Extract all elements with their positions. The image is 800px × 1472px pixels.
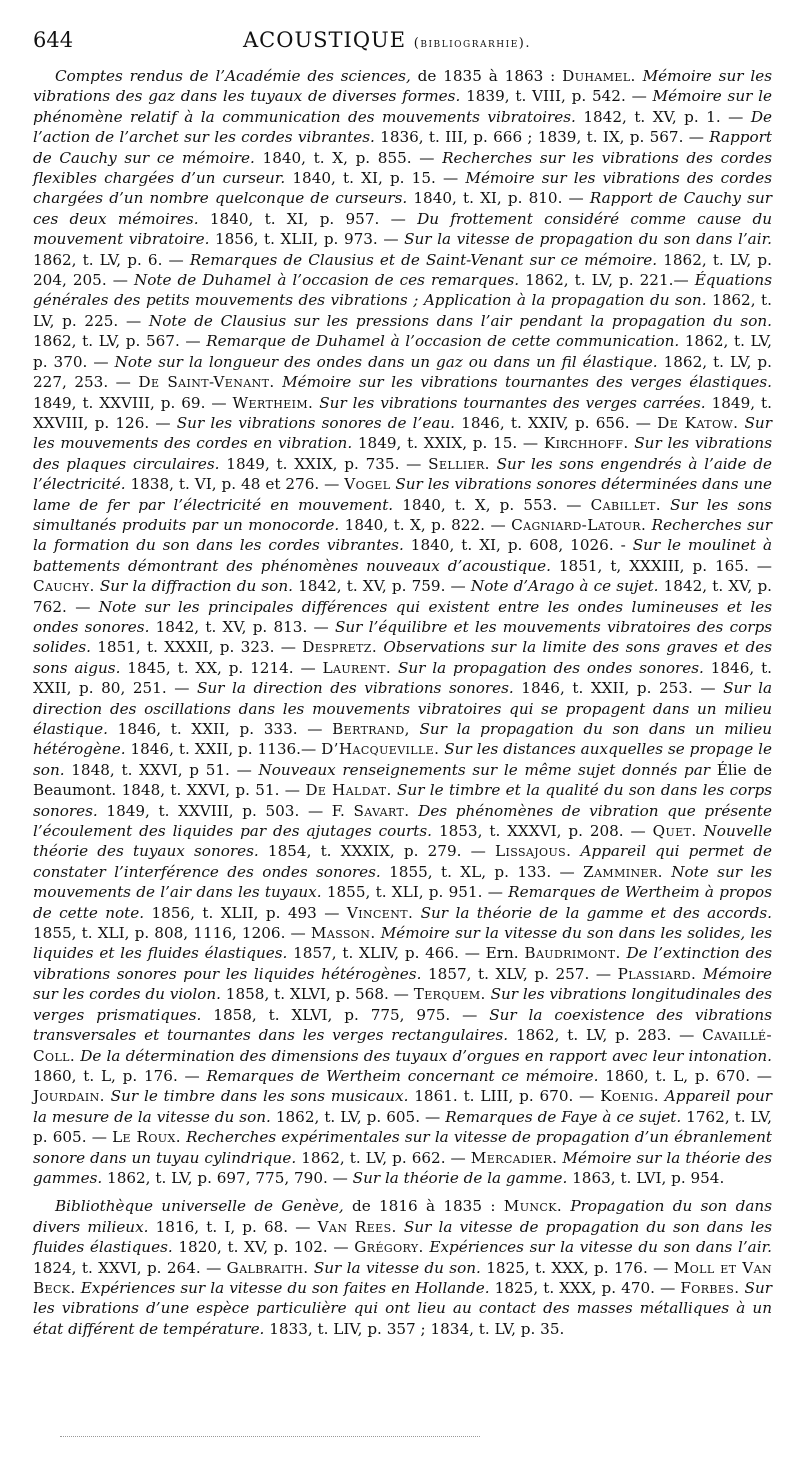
work-title: Sur la vitesse du son.: [308, 1258, 481, 1277]
work-title: Du frottement considéré comme cause du mouvement vibratoire.: [33, 209, 772, 249]
work-title: Appareil pour la mesure de la vitesse du son.: [33, 1087, 772, 1126]
citation-text: 1846, t. XXIV, p. 656. —: [454, 413, 658, 432]
citation-text: 1849, t. XXIX, p. 735. —: [219, 454, 429, 473]
author-name: Plassiard.: [617, 964, 697, 983]
citation-text: 1862, t. LV, p. 227, 253. —: [33, 352, 772, 392]
work-title: Note sur les mouvements de l’air dans les tuyaux.: [33, 862, 773, 902]
author-name: Van Rees.: [317, 1217, 397, 1236]
citation-text: 1862, t. LV, p. 221.—: [519, 271, 695, 290]
author-name: Munck.: [503, 1197, 563, 1216]
footer-rule: [60, 1436, 480, 1437]
citation-text: 1846, t. XXII, p. 80, 251. —: [33, 658, 773, 698]
work-title: Note sur les principales différences qui existent entre les ondes lumineuses et les ondes sonores.: [33, 597, 772, 636]
citation-text: 1842, t. XV, p. 762. —: [33, 577, 772, 616]
author-name: Quet.: [652, 822, 697, 841]
work-title: Mémoire sur le phénomène relatif à la communication des mouvements vibratoires.: [33, 87, 772, 126]
work-title: Sur les vibrations sonores de l’eau.: [176, 413, 455, 432]
citation-text: de 1816 à 1835 :: [343, 1197, 504, 1216]
work-title: Note sur la longueur des ondes dans un gaz ou dans un fil élastique.: [114, 352, 658, 371]
citation-text: 1839, t. VIII, p. 542. —: [460, 87, 653, 106]
citation-text: 1840, t. X, p. 553. —: [393, 495, 591, 514]
work-title: Remarques de Wertheim concernant ce mémoire.: [206, 1066, 599, 1085]
work-title: Bibliothèque universelle de Genève,: [55, 1197, 344, 1216]
citation-text: 1857, t. XLIV, p. 466. — Ern.: [287, 944, 525, 963]
author-name: Cauchy.: [33, 577, 95, 596]
citation-text: 1846, t. XXII, p. 253. —: [513, 679, 724, 698]
work-title: Remarques de Faye à ce sujet.: [445, 1107, 682, 1126]
author-name: Moll et Van Beck.: [33, 1258, 772, 1297]
author-name: Le Roux.: [112, 1128, 181, 1147]
author-name: Cagniard-Latour.: [511, 515, 647, 534]
citation-text: 1853, t. XXXVI, p. 208. —: [432, 822, 653, 841]
citation-text: 1816, t. I, p. 68. —: [148, 1217, 318, 1236]
author-name: Cavaillé-Coll.: [33, 1026, 772, 1065]
work-title: Note de Duhamel à l’occasion de ces remarques.: [133, 271, 520, 290]
work-title: Mémoire sur les vibrations des gaz dans les tuyaux de diverses formes.: [33, 67, 772, 106]
author-name: Laurent.: [322, 658, 392, 677]
citation-text: 1836, t. III, p. 666 ; 1839, t. IX, p. 567. —: [374, 128, 710, 147]
author-name: Savart.: [353, 801, 410, 820]
author-name: Forbes.: [680, 1278, 740, 1297]
author-name: Vogel: [344, 475, 391, 494]
citation-text: 1846, t. XXII, p. 1136.—: [125, 740, 322, 759]
citation-text: 1862, t. LV, p. 370. —: [33, 332, 772, 371]
citation-text: 1824, t. XXVI, p. 264. —: [33, 1258, 227, 1277]
running-title: [243, 28, 531, 52]
citation-text: 1820, t. XV, p. 102. —: [172, 1238, 355, 1257]
citation-text: 1855, t. XLI, p. 808, 1116, 1206. —: [33, 924, 311, 943]
author-name: Koenig.: [600, 1087, 659, 1106]
citation-text: 1840, t. XI, p. 810. —: [407, 189, 590, 208]
citation-text: 1762, t. LV, p. 605. —: [33, 1107, 772, 1147]
author-name: Vincent.: [346, 903, 414, 922]
author-name: Zamminer.: [583, 862, 663, 881]
author-name: De Haldat.: [305, 781, 392, 800]
work-title: Sur le timbre et la qualité du son dans les corps sonores.: [33, 781, 773, 820]
citation-text: 1862, t. LV, p. 283. —: [508, 1026, 703, 1045]
work-title: Mémoire sur les cordes du violon.: [33, 964, 772, 1004]
citation-text: 1860, t. L, p. 176. —: [33, 1066, 207, 1085]
work-title: Rapport de Cauchy sur ces deux mémoires.: [33, 189, 772, 228]
citation-text: 1862, t. LV, p. 605. —: [270, 1107, 446, 1126]
author-name: De Saint-Venant.: [138, 373, 275, 392]
citation-text: 1842, t. XV, p. 1. —: [575, 107, 751, 126]
citation-text: 1855, t. XLI, p. 951. —: [321, 883, 509, 902]
running-title-main: ACOUSTIQUE: [243, 28, 407, 52]
citation-text: 1833, t. LIV, p. 357 ; 1834, t. LV, p. 35.: [264, 1319, 565, 1338]
bibliography-paragraph-bibliotheque-geneve: [33, 1196, 772, 1339]
work-title: Expériences sur la vitesse du son dans l’air.: [423, 1238, 772, 1257]
author-name: Jourdain.: [33, 1087, 105, 1106]
author-name: Duhamel.: [562, 67, 636, 85]
work-title: Sur la diffraction du son.: [94, 577, 293, 596]
citation-text: 1862, t. LV, p. 204, 205. —: [33, 250, 772, 290]
work-title: Sur l’équilibre et les mouvements vibratoires des corps solides.: [33, 617, 772, 657]
citation-text: 1846, t. XXII, p. 333. —: [107, 720, 333, 738]
citation-text: 1851, t, XXXIII, p. 165. —: [550, 556, 772, 575]
work-title: Remarque de Duhamel à l’occasion de cette communication.: [206, 332, 680, 351]
work-title: Propagation du son dans divers milieux.: [33, 1197, 772, 1236]
work-title: Sur les sons simultanés produits par un monocorde.: [33, 495, 772, 534]
work-title: Sur les vibrations longitudinales des verges prismatiques.: [33, 985, 772, 1024]
author-name: Wertheim.: [232, 393, 314, 412]
page-header: [33, 28, 772, 66]
citation-text: 1856, t. XLII, p. 493 —: [144, 903, 347, 922]
work-title: Sur les vibrations tournantes des verges carrées.: [313, 393, 706, 412]
citation-text: de 1835 à 1863 :: [410, 67, 563, 85]
author-name: D’Hacqueville.: [321, 740, 440, 759]
author-name: De Katow.: [657, 413, 739, 432]
author-name: Galbraith.: [226, 1258, 309, 1277]
work-title: Appareil qui permet de constater l’interférence des ondes sonores.: [33, 842, 772, 881]
citation-text: 1840, t. X, p. 855. —: [254, 148, 443, 167]
author-name: Terquem.: [413, 985, 486, 1004]
work-title: Sur les vibrations des plaques circulaires.: [33, 434, 772, 473]
citation-text: 1858, t. XLVI, p. 775, 975. —: [201, 1005, 490, 1024]
author-name: Lissajous.: [495, 842, 572, 861]
author-name: Kirchhoff.: [543, 434, 629, 453]
citation-text: 1848, t. XXVI, p 51. —: [64, 760, 259, 779]
citation-text: 1860, t. L, p. 670. —: [598, 1066, 772, 1085]
work-title: Sur la théorie de la gamme et des accords.: [413, 903, 772, 922]
work-title: Sur le timbre dans les sons musicaux.: [104, 1087, 409, 1106]
citation-text: 1849, t. XXVIII, p. 126. —: [33, 393, 772, 432]
work-title: Équations générales des petits mouvements des vibrations ; Application à la propagation du son.: [33, 271, 773, 310]
work-title: Sur le moulinet à battements démontrant des phénomènes nouveaux d’acoustique.: [33, 536, 772, 575]
work-title: Sur les distances auxquelles se propage le son.: [33, 740, 773, 779]
work-title: Note d’Arago à ce sujet.: [470, 577, 659, 596]
work-title: Mémoire sur les vibrations tournantes des verges élastiques.: [274, 373, 772, 392]
work-title: Remarques de Clausius et de Saint-Venant sur ce mémoire.: [189, 250, 658, 269]
citation-text: 1862, t. LV, p. 6. —: [33, 250, 190, 269]
citation-text: 1857, t. XLV, p. 257. —: [421, 964, 618, 983]
citation-text: 1858, t. XLVI, p. 568. —: [220, 985, 414, 1004]
work-title: Recherches sur la formation du son dans les cordes vibrantes.: [33, 515, 772, 555]
citation-text: 1849, t. XXIX, p. 15. —: [352, 434, 544, 453]
author-name: Sellier.: [428, 454, 490, 473]
work-title: Sur la théorie de la gamme.: [352, 1168, 568, 1187]
work-title: De l’extinction des vibrations sonores pour les liquides hétérogènes.: [33, 944, 772, 983]
citation-text: 1840, t. XI, p. 608, 1026. -: [403, 536, 633, 555]
citation-text: 1856, t. XLII, p. 973. —: [209, 230, 405, 249]
work-title: Expériences sur la vitesse du son faites en Hollande.: [75, 1278, 490, 1297]
work-title: Sur les mouvements des cordes en vibration.: [33, 413, 772, 453]
work-title: Recherches sur les vibrations des cordes flexibles chargées d’un curseur.: [33, 148, 772, 188]
work-title: Sur la coexistence des vibrations transversales et tournantes dans les verges rectangulaires.: [33, 1005, 773, 1045]
work-title: Des phénomènes de vibration que présente l’écoulement des liquides par des ajutages courts.: [33, 801, 772, 841]
citation-text: 1825, t. XXX, p. 176. —: [480, 1258, 674, 1277]
work-title: De l’action de l’archet sur les cordes vibrantes.: [33, 107, 772, 147]
author-name: Despretz.: [302, 638, 378, 657]
work-title: Sur la vitesse de propagation du son dans les fluides élastiques.: [33, 1217, 773, 1257]
work-title: Sur les vibrations sonores déterminées dans une lame de fer par l’électricité en mouvement.: [33, 475, 772, 514]
bibliography-paragraph-comptes-rendus: [33, 66, 772, 1188]
work-title: Mémoire sur la théorie des gammes.: [33, 1148, 772, 1187]
author-name: Grégory.: [354, 1238, 424, 1257]
author-name: Bertrand,: [332, 720, 410, 738]
work-title: Sur les sons engendrés à l’aide de l’électricité.: [33, 454, 772, 494]
citation-text: 1862, t. LV, p. 697, 775, 790. —: [102, 1168, 353, 1187]
citation-text: 1863, t. LVI, p. 954.: [567, 1168, 725, 1187]
citation-text: 1854, t. XXXIX, p. 279. —: [258, 842, 495, 861]
work-title: Nouvelle théorie des tuyaux sonores.: [33, 822, 773, 861]
work-title: Sur la direction des oscillations dans les mouvements vibratoires qui se propagent dans un milieu élastique.: [33, 679, 773, 738]
work-title: Note de Clausius sur les pressions dans l’air pendant la propagation du son.: [148, 311, 772, 330]
work-title: Nouveaux renseignements sur le même sujet donnés par: [258, 760, 711, 779]
citation-text: 1849, t. XXVIII, p. 69. —: [33, 393, 233, 412]
citation-text: 1862, t. LV, p. 567. —: [33, 332, 207, 351]
author-name: Masson.: [310, 924, 376, 943]
work-title: Sur la propagation des ondes sonores.: [391, 658, 704, 677]
author-name: Mercadier.: [470, 1148, 558, 1167]
citation-text: 1840, t. XI, p. 15. —: [285, 169, 466, 188]
work-title: Sur la vitesse de propagation du son dans l’air.: [404, 230, 773, 249]
author-name: Baudrimont.: [524, 944, 621, 963]
citation-text: 1845, t. XX, p. 1214. —: [120, 658, 323, 677]
work-title: Remarques de Wertheim à propos de cette note.: [33, 883, 772, 922]
work-title: Recherches expérimentales sur la vitesse de propagation d’un ébranlement sonore dans un tuyau cylindrique.: [33, 1128, 772, 1167]
work-title: Rapport de Cauchy sur ce mémoire.: [33, 128, 772, 167]
citation-text: 1825, t. XXX, p. 470. —: [489, 1278, 681, 1297]
work-title: Comptes rendus de l’Académie des sciences,: [55, 67, 411, 85]
work-title: Sur la direction des vibrations sonores.: [196, 679, 514, 698]
running-title-subtitle: (bibliograrhie).: [413, 36, 531, 51]
citation-text: 1838, t. VI, p. 48 et 276. —: [125, 475, 345, 494]
work-title: De la détermination des dimensions des tuyaux d’orgues en rapport avec leur intonation.: [75, 1046, 772, 1065]
citation-text: 1842, t. XV, p. 759. —: [292, 577, 471, 596]
citation-text: 1855, t. XL, p. 133. —: [380, 862, 584, 881]
citation-text: 1849, t. XXVIII, p. 503. — F.: [97, 801, 354, 820]
page-number: 644: [33, 28, 74, 52]
work-title: Observations sur la limite des sons graves et des sons aigus.: [33, 638, 772, 677]
work-title: Sur la propagation du son dans un milieu hétérogène.: [33, 720, 772, 759]
work-title: Mémoire sur la vitesse du son dans les solides, les liquides et les fluides élastiques.: [33, 924, 772, 963]
author-name: Cabillet.: [590, 495, 661, 514]
citation-text: 1862, t. LV, p. 662. —: [296, 1148, 471, 1167]
citation-text: 1840, t. X, p. 822. —: [339, 515, 512, 534]
citation-text: Élie de Beaumont. 1848, t. XXVI, p. 51. —: [33, 760, 773, 800]
citation-text: 1842, t. XV, p. 813. —: [149, 617, 335, 636]
work-title: Sur les vibrations d’une espèce particulière qui ont lieu au contact des masses métalliques à un état différent de température.: [33, 1278, 772, 1338]
citation-text: 1861. t. LIII, p. 670. —: [408, 1087, 601, 1106]
citation-text: 1862, t. LV, p. 225. —: [33, 291, 772, 330]
citation-text: 1840, t. XI, p. 957. —: [198, 209, 418, 228]
work-title: Mémoire sur les vibrations des cordes chargées d’un nombre quelconque de curseurs.: [33, 169, 773, 208]
citation-text: 1851, t. XXXII, p. 323. —: [90, 638, 303, 657]
